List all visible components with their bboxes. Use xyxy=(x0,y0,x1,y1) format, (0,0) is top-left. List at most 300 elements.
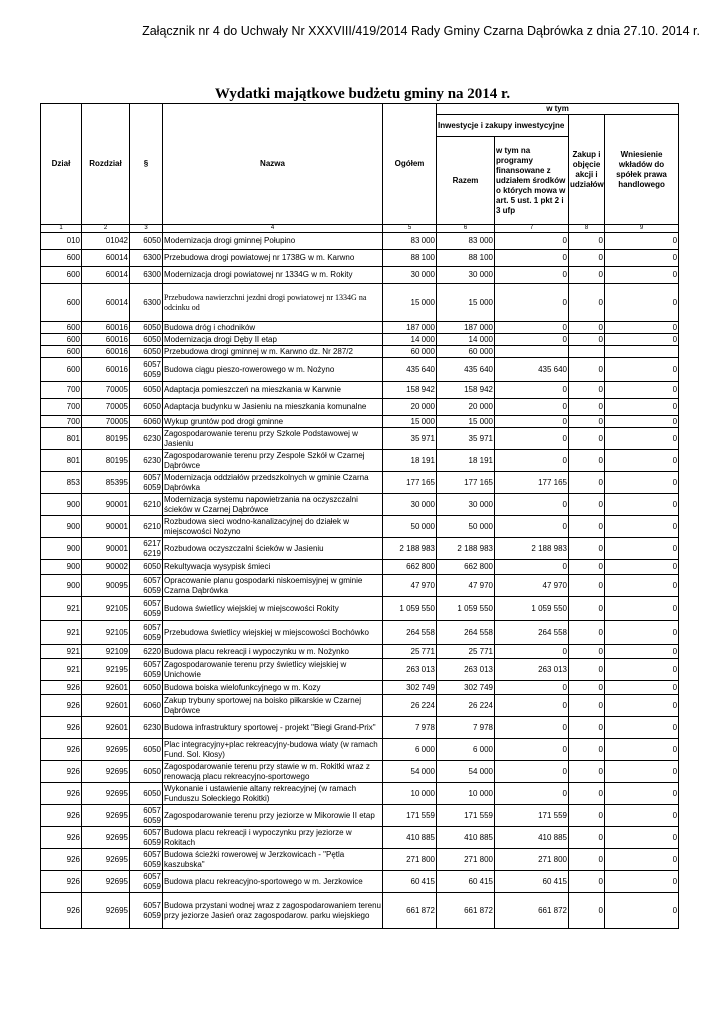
cell-ogolem: 26 224 xyxy=(383,695,437,717)
cell-nazwa: Budowa świetlicy wiejskiej w miejscowości Rokity xyxy=(163,597,383,621)
cell-rozdzial: 70005 xyxy=(82,382,130,399)
cell-rozdzial: 90001 xyxy=(82,494,130,516)
table-row xyxy=(41,284,679,322)
cell-program: 0 xyxy=(495,739,569,761)
cell-wklady: 0 xyxy=(605,805,679,827)
cell-program: 0 xyxy=(495,783,569,805)
cell-ogolem: 158 942 xyxy=(383,382,437,399)
cell-nazwa: Budowa placu rekreacyjno-sportowego w m. Jerzkowice xyxy=(163,871,383,893)
cell-rozdzial: 92601 xyxy=(82,695,130,717)
cell-ogolem: 54 000 xyxy=(383,761,437,783)
cell-dzial: 926 xyxy=(41,783,82,805)
table-row xyxy=(41,334,679,346)
cell-razem: 30 000 xyxy=(437,267,495,284)
cell-razem: 264 558 xyxy=(437,621,495,645)
cell-akcje: 0 xyxy=(569,450,605,472)
cell-dzial: 900 xyxy=(41,538,82,560)
cell-dzial: 600 xyxy=(41,267,82,284)
cell-razem: 60 000 xyxy=(437,346,495,358)
cell-dzial: 926 xyxy=(41,761,82,783)
cell-program: 0 xyxy=(495,681,569,695)
cell-program: 47 970 xyxy=(495,575,569,597)
cell-wklady: 0 xyxy=(605,416,679,428)
cell-paragraf: 6050 xyxy=(130,783,163,805)
cell-dzial: 700 xyxy=(41,399,82,416)
cell-paragraf: 6220 xyxy=(130,645,163,659)
cell-wklady: 0 xyxy=(605,871,679,893)
cell-dzial: 700 xyxy=(41,416,82,428)
cell-wklady: 0 xyxy=(605,681,679,695)
cell-rozdzial: 60016 xyxy=(82,346,130,358)
cell-ogolem: 410 885 xyxy=(383,827,437,849)
cell-rozdzial: 92695 xyxy=(82,893,130,929)
cell-ogolem: 263 013 xyxy=(383,659,437,681)
cell-nazwa: Modernizacja drogi powiatowej nr 1334G w m. Rokity xyxy=(163,267,383,284)
cell-ogolem: 83 000 xyxy=(383,233,437,250)
header-inwestycje: Inwestycje i zakupy inwestycyjne xyxy=(437,115,569,137)
cell-razem: 6 000 xyxy=(437,739,495,761)
cell-ogolem: 6 000 xyxy=(383,739,437,761)
cell-razem: 88 100 xyxy=(437,250,495,267)
cell-akcje: 0 xyxy=(569,761,605,783)
cell-rozdzial: 85395 xyxy=(82,472,130,494)
cell-nazwa: Zagospodarowanie terenu przy stawie w m. Rokitki wraz z renowacją placu rekreacyjno-sportowego xyxy=(163,761,383,783)
cell-dzial: 926 xyxy=(41,827,82,849)
cell-akcje: 0 xyxy=(569,428,605,450)
cell-wklady: 0 xyxy=(605,621,679,645)
cell-ogolem: 60 415 xyxy=(383,871,437,893)
cell-nazwa: Przebudowa drogi gminnej w m. Karwno dz. Nr 287/2 xyxy=(163,346,383,358)
cell-dzial: 926 xyxy=(41,717,82,739)
cell-akcje: 0 xyxy=(569,871,605,893)
cell-dzial: 926 xyxy=(41,681,82,695)
cell-nazwa: Modernizacja drogi gminnej Połupino xyxy=(163,233,383,250)
cell-paragraf: 6300 xyxy=(130,250,163,267)
cell-nazwa: Wykup gruntów pod drogi gminne xyxy=(163,416,383,428)
cell-program: 1 059 550 xyxy=(495,597,569,621)
cell-rozdzial: 90001 xyxy=(82,538,130,560)
cell-razem: 662 800 xyxy=(437,560,495,575)
cell-program: 0 xyxy=(495,450,569,472)
cell-razem: 14 000 xyxy=(437,334,495,346)
column-index-row xyxy=(41,225,679,233)
cell-wklady: 0 xyxy=(605,284,679,322)
cell-nazwa: Budowa infrastruktury sportowej - projekt "Biegi Grand-Prix" xyxy=(163,717,383,739)
cell-akcje xyxy=(569,346,605,358)
cell-nazwa: Opracowanie planu gospodarki niskoemisyjnej w gminie Czarna Dąbrówka xyxy=(163,575,383,597)
cell-paragraf: 6050 xyxy=(130,761,163,783)
cell-nazwa: Zagospodarowanie terenu przy świetlicy wiejskiej w Unichowie xyxy=(163,659,383,681)
table-row xyxy=(41,322,679,334)
header-w-tym-programy: w tym na programy finansowane z udziałem środków o których mowa w art. 5 ust. 1 pkt 2 i 3 ufp xyxy=(495,137,569,225)
cell-program: 0 xyxy=(495,416,569,428)
cell-nazwa: Wykonanie i ustawienie altany rekreacyjnej (w ramach Funduszu Sołeckiego Rokitki) xyxy=(163,783,383,805)
cell-program: 0 xyxy=(495,761,569,783)
cell-ogolem: 10 000 xyxy=(383,783,437,805)
cell-akcje: 0 xyxy=(569,560,605,575)
cell-paragraf: 6217 6219 xyxy=(130,538,163,560)
cell-paragraf: 6060 xyxy=(130,416,163,428)
cell-program: 171 559 xyxy=(495,805,569,827)
cell-akcje: 0 xyxy=(569,621,605,645)
cell-rozdzial: 92695 xyxy=(82,827,130,849)
cell-program: 271 800 xyxy=(495,849,569,871)
cell-paragraf: 6050 xyxy=(130,739,163,761)
cell-program: 0 xyxy=(495,645,569,659)
cell-dzial: 600 xyxy=(41,346,82,358)
cell-ogolem: 1 059 550 xyxy=(383,597,437,621)
header-rozdzial: Rozdział xyxy=(82,104,130,225)
cell-nazwa: Modernizacja drogi Dęby II etap xyxy=(163,334,383,346)
cell-dzial: 926 xyxy=(41,739,82,761)
cell-program: 0 xyxy=(495,494,569,516)
cell-program: 0 xyxy=(495,334,569,346)
table-row xyxy=(41,621,679,645)
column-index-cell: 1 xyxy=(41,225,82,233)
cell-paragraf: 6050 xyxy=(130,681,163,695)
cell-wklady: 0 xyxy=(605,233,679,250)
cell-program: 0 xyxy=(495,560,569,575)
cell-paragraf: 6210 xyxy=(130,494,163,516)
cell-rozdzial: 60014 xyxy=(82,284,130,322)
cell-akcje: 0 xyxy=(569,575,605,597)
cell-rozdzial: 90095 xyxy=(82,575,130,597)
cell-akcje: 0 xyxy=(569,827,605,849)
cell-razem: 1 059 550 xyxy=(437,597,495,621)
cell-wklady: 0 xyxy=(605,783,679,805)
cell-paragraf: 6057 6059 xyxy=(130,621,163,645)
table-row xyxy=(41,538,679,560)
cell-razem: 435 640 xyxy=(437,358,495,382)
cell-wklady: 0 xyxy=(605,267,679,284)
header-w-tym: w tym xyxy=(437,104,679,115)
cell-wklady: 0 xyxy=(605,322,679,334)
header-dzial: Dział xyxy=(41,104,82,225)
cell-program: 0 xyxy=(495,382,569,399)
cell-wklady: 0 xyxy=(605,695,679,717)
cell-razem: 187 000 xyxy=(437,322,495,334)
cell-paragraf: 6057 6059 xyxy=(130,358,163,382)
cell-wklady xyxy=(605,346,679,358)
cell-paragraf: 6210 xyxy=(130,516,163,538)
cell-wklady: 0 xyxy=(605,849,679,871)
cell-nazwa: Rekultywacja wysypisk śmieci xyxy=(163,560,383,575)
cell-wklady: 0 xyxy=(605,739,679,761)
column-index-cell: 6 xyxy=(437,225,495,233)
cell-paragraf: 6050 xyxy=(130,233,163,250)
budget-rows xyxy=(41,233,679,929)
cell-paragraf: 6050 xyxy=(130,382,163,399)
table-row xyxy=(41,560,679,575)
column-index-cell: 2 xyxy=(82,225,130,233)
cell-dzial: 921 xyxy=(41,659,82,681)
table-row xyxy=(41,739,679,761)
cell-ogolem: 264 558 xyxy=(383,621,437,645)
table-row xyxy=(41,659,679,681)
cell-dzial: 900 xyxy=(41,560,82,575)
table-row xyxy=(41,695,679,717)
cell-wklady: 0 xyxy=(605,597,679,621)
table-row xyxy=(41,250,679,267)
cell-dzial: 801 xyxy=(41,428,82,450)
cell-razem: 171 559 xyxy=(437,805,495,827)
cell-rozdzial: 92695 xyxy=(82,805,130,827)
cell-akcje: 0 xyxy=(569,893,605,929)
cell-nazwa: Budowa placu rekreacji i wypoczynku w m. Nożynko xyxy=(163,645,383,659)
cell-paragraf: 6050 xyxy=(130,334,163,346)
cell-program: 60 415 xyxy=(495,871,569,893)
cell-wklady: 0 xyxy=(605,450,679,472)
cell-rozdzial: 92105 xyxy=(82,597,130,621)
cell-paragraf: 6050 xyxy=(130,560,163,575)
cell-ogolem: 30 000 xyxy=(383,494,437,516)
cell-akcje: 0 xyxy=(569,645,605,659)
cell-program: 0 xyxy=(495,399,569,416)
cell-nazwa: Przebudowa nawierzchni jezdni drogi powiatowej nr 1334G na odcinku od xyxy=(163,284,383,322)
cell-ogolem: 435 640 xyxy=(383,358,437,382)
cell-rozdzial: 60014 xyxy=(82,267,130,284)
cell-akcje: 0 xyxy=(569,399,605,416)
cell-razem: 18 191 xyxy=(437,450,495,472)
cell-ogolem: 177 165 xyxy=(383,472,437,494)
cell-akcje: 0 xyxy=(569,472,605,494)
table-row xyxy=(41,827,679,849)
cell-razem: 25 771 xyxy=(437,645,495,659)
cell-wklady: 0 xyxy=(605,334,679,346)
cell-razem: 35 971 xyxy=(437,428,495,450)
cell-program: 410 885 xyxy=(495,827,569,849)
cell-paragraf: 6050 xyxy=(130,346,163,358)
cell-razem: 50 000 xyxy=(437,516,495,538)
cell-ogolem: 20 000 xyxy=(383,399,437,416)
cell-program: 0 xyxy=(495,428,569,450)
cell-program: 0 xyxy=(495,267,569,284)
column-index-cell: 5 xyxy=(383,225,437,233)
cell-wklady: 0 xyxy=(605,560,679,575)
cell-wklady: 0 xyxy=(605,575,679,597)
cell-rozdzial: 92695 xyxy=(82,871,130,893)
cell-akcje: 0 xyxy=(569,284,605,322)
cell-dzial: 921 xyxy=(41,597,82,621)
table-row xyxy=(41,358,679,382)
column-index-cell: 7 xyxy=(495,225,569,233)
cell-dzial: 900 xyxy=(41,575,82,597)
header-paragraf: § xyxy=(130,104,163,225)
cell-rozdzial: 92601 xyxy=(82,717,130,739)
cell-wklady: 0 xyxy=(605,382,679,399)
cell-rozdzial: 60014 xyxy=(82,250,130,267)
cell-dzial: 926 xyxy=(41,893,82,929)
cell-ogolem: 14 000 xyxy=(383,334,437,346)
cell-rozdzial: 92695 xyxy=(82,761,130,783)
cell-akcje: 0 xyxy=(569,516,605,538)
cell-paragraf: 6050 xyxy=(130,322,163,334)
cell-rozdzial: 92195 xyxy=(82,659,130,681)
cell-nazwa: Zakup trybuny sportowej na boisko piłkarskie w Czarnej Dąbrówce xyxy=(163,695,383,717)
cell-akcje: 0 xyxy=(569,695,605,717)
cell-akcje: 0 xyxy=(569,783,605,805)
cell-nazwa: Rozbudowa sieci wodno-kanalizacyjnej do działek w miejscowości Nożyno xyxy=(163,516,383,538)
table-row xyxy=(41,233,679,250)
cell-paragraf: 6060 xyxy=(130,695,163,717)
cell-wklady: 0 xyxy=(605,516,679,538)
cell-dzial: 926 xyxy=(41,849,82,871)
cell-akcje: 0 xyxy=(569,322,605,334)
cell-razem: 83 000 xyxy=(437,233,495,250)
cell-razem: 661 872 xyxy=(437,893,495,929)
cell-rozdzial: 90002 xyxy=(82,560,130,575)
cell-wklady: 0 xyxy=(605,472,679,494)
cell-ogolem: 171 559 xyxy=(383,805,437,827)
cell-program: 0 xyxy=(495,695,569,717)
cell-paragraf: 6057 6059 xyxy=(130,659,163,681)
cell-wklady: 0 xyxy=(605,717,679,739)
table-row xyxy=(41,428,679,450)
cell-paragraf: 6057 6059 xyxy=(130,597,163,621)
table-row xyxy=(41,597,679,621)
cell-rozdzial: 92601 xyxy=(82,681,130,695)
cell-akcje: 0 xyxy=(569,849,605,871)
column-index-cell: 9 xyxy=(605,225,679,233)
cell-paragraf: 6050 xyxy=(130,399,163,416)
cell-akcje: 0 xyxy=(569,382,605,399)
cell-nazwa: Modernizacja oddziałów przedszkolnych w gminie Czarna Dąbrówka xyxy=(163,472,383,494)
cell-paragraf: 6057 6059 xyxy=(130,871,163,893)
cell-dzial: 010 xyxy=(41,233,82,250)
column-index-cell: 3 xyxy=(130,225,163,233)
cell-dzial: 926 xyxy=(41,695,82,717)
cell-rozdzial: 80195 xyxy=(82,450,130,472)
cell-wklady: 0 xyxy=(605,893,679,929)
cell-nazwa: Przebudowa drogi powiatowej nr 1738G w m. Karwno xyxy=(163,250,383,267)
cell-dzial: 600 xyxy=(41,358,82,382)
cell-wklady: 0 xyxy=(605,659,679,681)
cell-dzial: 900 xyxy=(41,494,82,516)
table-row xyxy=(41,645,679,659)
cell-program: 177 165 xyxy=(495,472,569,494)
cell-ogolem: 7 978 xyxy=(383,717,437,739)
cell-paragraf: 6057 6059 xyxy=(130,827,163,849)
cell-program: 435 640 xyxy=(495,358,569,382)
cell-akcje: 0 xyxy=(569,494,605,516)
cell-nazwa: Plac integracyjny+plac rekreacyjny-budowa wiaty (w ramach Fund. Sol. Kłosy) xyxy=(163,739,383,761)
cell-program: 264 558 xyxy=(495,621,569,645)
cell-rozdzial: 92695 xyxy=(82,783,130,805)
cell-ogolem: 661 872 xyxy=(383,893,437,929)
cell-razem: 7 978 xyxy=(437,717,495,739)
cell-ogolem: 187 000 xyxy=(383,322,437,334)
cell-rozdzial: 92109 xyxy=(82,645,130,659)
cell-nazwa: Budowa ścieżki rowerowej w Jerzkowicach - "Pętla kaszubska" xyxy=(163,849,383,871)
header-nazwa: Nazwa xyxy=(163,104,383,225)
header-wniesienie: Wniesienie wkładów do spółek prawa handlowego xyxy=(605,115,679,225)
cell-dzial: 921 xyxy=(41,621,82,645)
cell-nazwa: Budowa boiska wielofunkcyjnego w m. Kozy xyxy=(163,681,383,695)
cell-wklady: 0 xyxy=(605,827,679,849)
table-row xyxy=(41,871,679,893)
cell-nazwa: Budowa placu rekreacji i wypoczynku przy jeziorze w Rokitach xyxy=(163,827,383,849)
cell-program: 661 872 xyxy=(495,893,569,929)
table-row xyxy=(41,805,679,827)
cell-program: 263 013 xyxy=(495,659,569,681)
cell-razem: 302 749 xyxy=(437,681,495,695)
cell-paragraf: 6057 6059 xyxy=(130,575,163,597)
cell-ogolem: 271 800 xyxy=(383,849,437,871)
cell-nazwa: Rozbudowa oczyszczalni ścieków w Jasieniu xyxy=(163,538,383,560)
column-index-cell: 8 xyxy=(569,225,605,233)
cell-nazwa: Adaptacja pomieszczeń na mieszkania w Karwnie xyxy=(163,382,383,399)
cell-dzial: 600 xyxy=(41,322,82,334)
cell-nazwa: Zagospodarowanie terenu przy Zespole Szkół w Czarnej Dąbrówce xyxy=(163,450,383,472)
table-row xyxy=(41,849,679,871)
cell-wklady: 0 xyxy=(605,358,679,382)
cell-akcje: 0 xyxy=(569,250,605,267)
cell-ogolem: 30 000 xyxy=(383,267,437,284)
cell-program: 0 xyxy=(495,233,569,250)
header-ogolem: Ogółem xyxy=(383,104,437,225)
cell-akcje: 0 xyxy=(569,739,605,761)
cell-ogolem: 47 970 xyxy=(383,575,437,597)
table-row xyxy=(41,494,679,516)
cell-wklady: 0 xyxy=(605,250,679,267)
cell-ogolem: 15 000 xyxy=(383,284,437,322)
cell-akcje: 0 xyxy=(569,805,605,827)
cell-akcje: 0 xyxy=(569,659,605,681)
cell-razem: 263 013 xyxy=(437,659,495,681)
cell-rozdzial: 01042 xyxy=(82,233,130,250)
cell-ogolem: 88 100 xyxy=(383,250,437,267)
header-zakup-akcji: Zakup i objęcie akcji i udziałów xyxy=(569,115,605,225)
cell-razem: 271 800 xyxy=(437,849,495,871)
cell-akcje: 0 xyxy=(569,267,605,284)
cell-nazwa: Budowa ciągu pieszo-rowerowego w m. Nożyno xyxy=(163,358,383,382)
table-row xyxy=(41,399,679,416)
cell-rozdzial: 60016 xyxy=(82,334,130,346)
cell-ogolem: 15 000 xyxy=(383,416,437,428)
cell-akcje: 0 xyxy=(569,233,605,250)
table-row xyxy=(41,681,679,695)
table-row xyxy=(41,516,679,538)
cell-dzial: 600 xyxy=(41,334,82,346)
table-row xyxy=(41,416,679,428)
cell-rozdzial: 92695 xyxy=(82,849,130,871)
cell-ogolem: 662 800 xyxy=(383,560,437,575)
cell-razem: 47 970 xyxy=(437,575,495,597)
cell-paragraf: 6057 6059 xyxy=(130,893,163,929)
cell-paragraf: 6230 xyxy=(130,450,163,472)
cell-paragraf: 6230 xyxy=(130,428,163,450)
table-row xyxy=(41,472,679,494)
cell-program: 0 xyxy=(495,516,569,538)
cell-dzial: 700 xyxy=(41,382,82,399)
cell-wklady: 0 xyxy=(605,538,679,560)
cell-wklady: 0 xyxy=(605,494,679,516)
table-row xyxy=(41,450,679,472)
cell-nazwa: Adaptacja budynku w Jasieniu na mieszkania komunalne xyxy=(163,399,383,416)
cell-dzial: 801 xyxy=(41,450,82,472)
table-row xyxy=(41,346,679,358)
cell-akcje: 0 xyxy=(569,358,605,382)
cell-dzial: 900 xyxy=(41,516,82,538)
cell-rozdzial: 80195 xyxy=(82,428,130,450)
cell-paragraf: 6230 xyxy=(130,717,163,739)
cell-razem: 15 000 xyxy=(437,416,495,428)
cell-rozdzial: 60016 xyxy=(82,358,130,382)
cell-rozdzial: 90001 xyxy=(82,516,130,538)
cell-nazwa: Budowa przystani wodnej wraz z zagospodarowaniem terenu przy jeziorze Jasień oraz zagospodarow. parku wiejskiego xyxy=(163,893,383,929)
table-row xyxy=(41,267,679,284)
cell-razem: 54 000 xyxy=(437,761,495,783)
